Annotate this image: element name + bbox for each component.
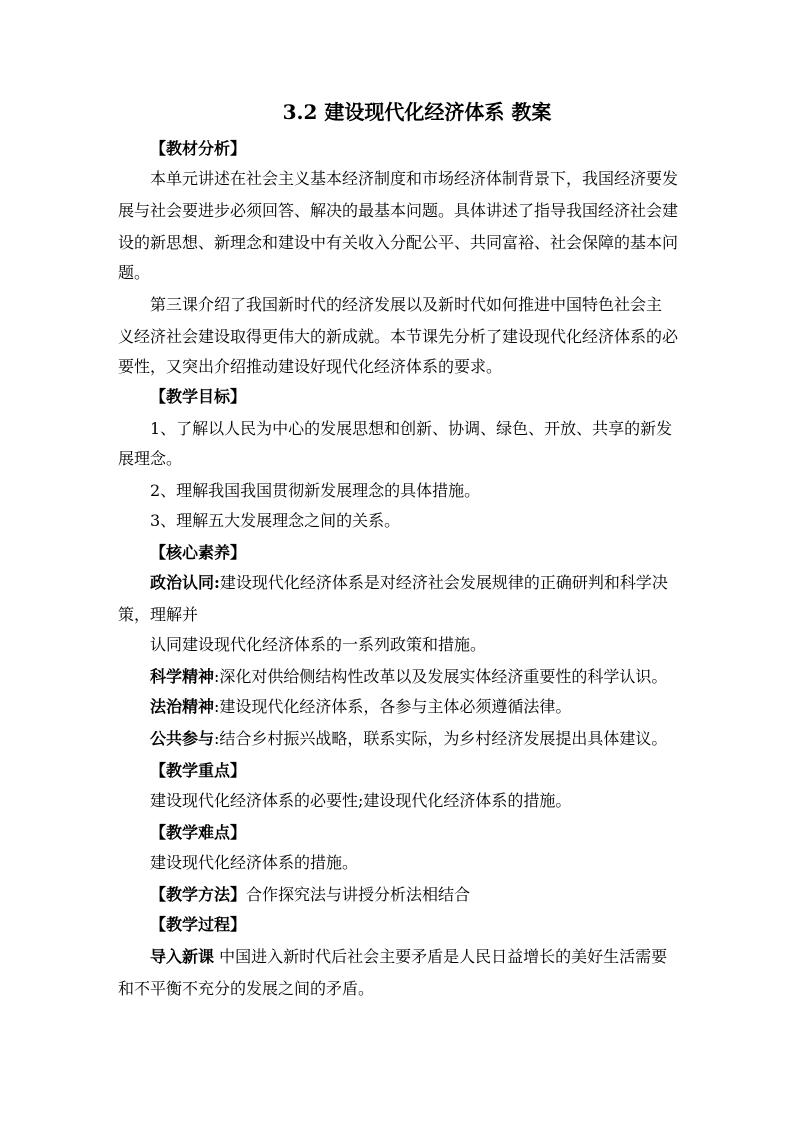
goal-line: 1、了解以人民为中心的发展思想和创新、协调、绿色、开放、共享的新发 <box>150 419 673 438</box>
goal-line: 展理念。 <box>118 449 183 468</box>
key-text: 建设现代化经济体系的必要性;建设现代化经济体系的措施。 <box>150 791 572 810</box>
literacy-text: :结合乡村振兴战略，联系实际，为乡村经济发展提出具体建议。 <box>214 729 668 748</box>
intro-continuation: 和不平衡不充分的发展之间的矛盾。 <box>118 979 375 998</box>
paragraph-line: 题。 <box>118 263 151 282</box>
literacy-text: :建设现代化经济体系，各参与主体必须遵循法律。 <box>214 697 572 716</box>
paragraph-line: 展与社会要进步必须回答、解决的最基本问题。具体讲述了指导我国经济社会建 <box>118 201 679 220</box>
intro-text: 中国进入新时代后社会主要矛盾是人民日益增长的美好生活需要 <box>214 947 668 966</box>
goal-line: 3、理解五大发展理念之间的关系。 <box>150 511 401 530</box>
literacy-item <box>150 568 688 598</box>
section-heading-key: 【教学重点】 <box>150 761 247 780</box>
paragraph-line: 第三课介绍了我国新时代的经济发展以及新时代如何推进中国特色社会主 <box>150 295 663 314</box>
section-heading-difficulty: 【教学难点】 <box>150 823 247 842</box>
literacy-item <box>150 662 688 692</box>
literacy-continuation: 认同建设现代化经济体系的一系列政策和措施。 <box>150 635 487 654</box>
intro-line <box>150 942 688 972</box>
section-heading-process: 【教学过程】 <box>150 915 247 934</box>
method-line <box>150 880 688 910</box>
literacy-item <box>150 692 688 722</box>
goal-line: 2、理解我国我国贯彻新发展理念的具体措施。 <box>150 481 481 500</box>
section-heading-goals: 【教学目标】 <box>150 387 247 406</box>
page-title: 3.2 建设现代化经济体系 教案 <box>282 100 552 124</box>
literacy-continuation: 策，理解并 <box>118 605 199 624</box>
literacy-text: :深化对供给侧结构性改革以及发展实体经济重要性的科学认识。 <box>214 667 668 686</box>
paragraph-line: 义经济社会建设取得更伟大的新成就。本节课先分析了建设现代化经济体系的必 <box>118 327 679 346</box>
paragraph-line: 本单元讲述在社会主义基本经济制度和市场经济体制背景下，我国经济要发 <box>150 169 679 188</box>
section-heading-literacy: 【核心素养】 <box>150 543 247 562</box>
section-heading-analysis: 【教材分析】 <box>150 139 247 158</box>
section-heading-method: 【教学方法】 <box>150 885 247 904</box>
literacy-label: 公共参与 <box>150 729 215 748</box>
paragraph-line: 设的新思想、新理念和建设中有关收入分配公平、共同富裕、社会保障的基本问 <box>118 233 679 252</box>
method-text: 合作探究法与讲授分析法相结合 <box>246 885 471 904</box>
literacy-label: 法治精神 <box>150 697 215 716</box>
literacy-text: 建设现代化经济体系是对经济社会发展规律的正确研判和科学决 <box>219 573 668 592</box>
literacy-label: 政治认同: <box>150 573 220 592</box>
paragraph-line: 要性，又突出介绍推动建设好现代化经济体系的要求。 <box>118 357 503 376</box>
difficulty-text: 建设现代化经济体系的措施。 <box>150 853 359 872</box>
literacy-label: 科学精神 <box>150 667 215 686</box>
intro-label: 导入新课 <box>150 947 215 966</box>
literacy-item <box>150 724 688 754</box>
